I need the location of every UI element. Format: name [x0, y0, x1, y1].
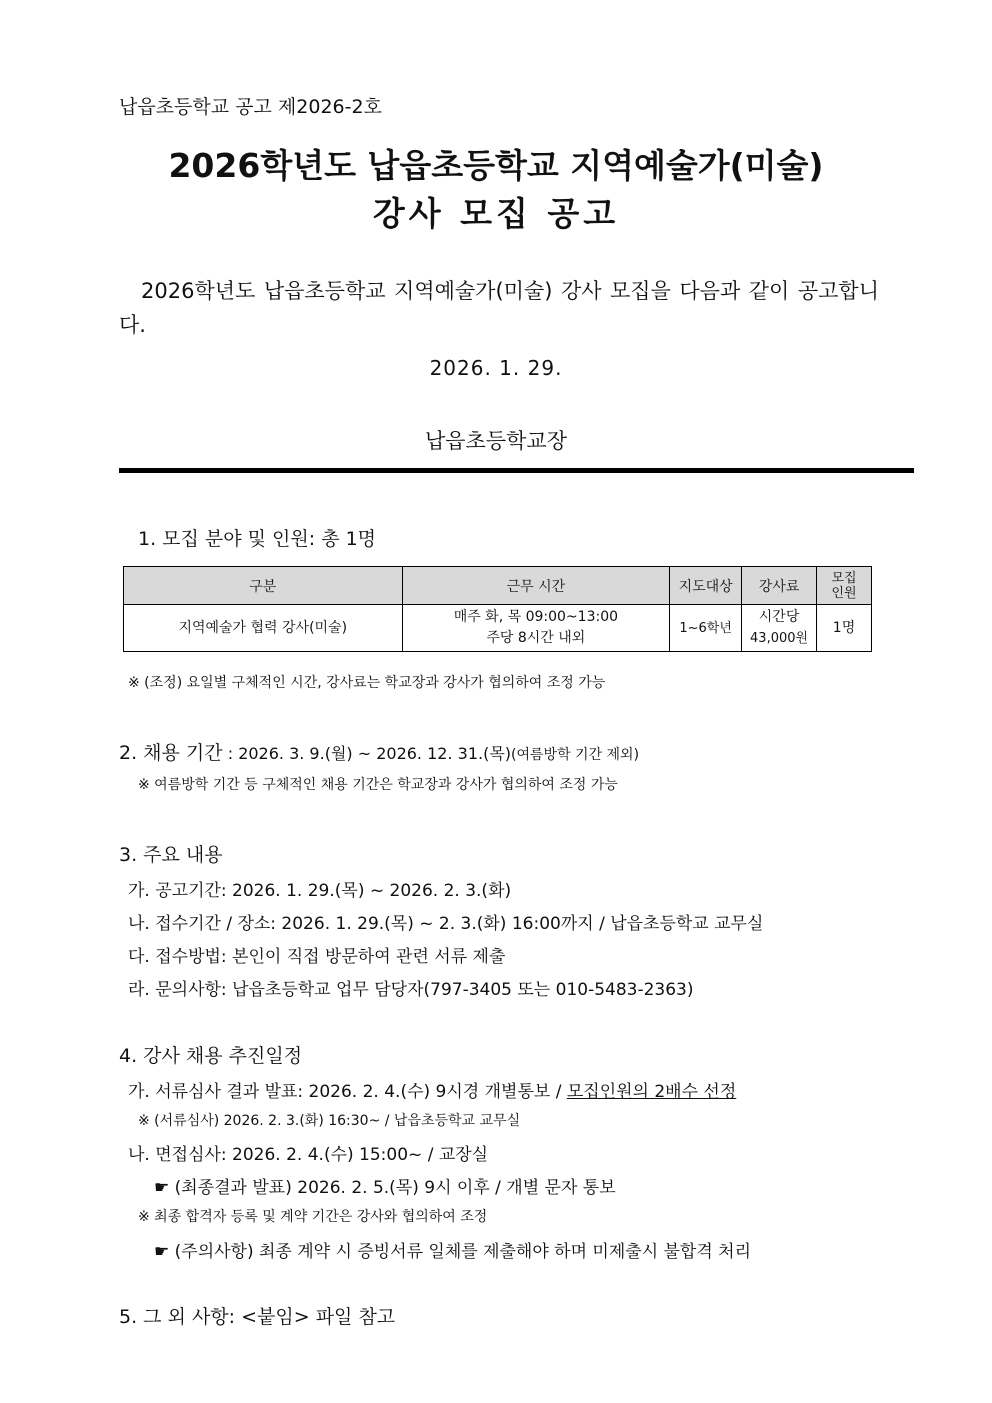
- section4-heading: 4. 강사 채용 추진일정: [119, 1045, 303, 1067]
- section3-item-a: 가. 공고기간: 2026. 1. 29.(목) ~ 2026. 2. 3.(화): [128, 881, 512, 901]
- cell-target: 1~6학년: [670, 605, 742, 652]
- col-header-category: 구분: [124, 567, 403, 605]
- page-title: 2026학년도 납읍초등학교 지역예술가(미술): [168, 146, 824, 185]
- cell-category: 지역예술가 협력 강사(미술): [124, 605, 403, 652]
- section2-note: ※ 여름방학 기간 등 구체적인 채용 기간은 학교장과 강사가 협의하여 조정 가능: [138, 777, 618, 793]
- section4-final-result: ☛ (최종결과 발표) 2026. 2. 5.(목) 9시 이후 / 개별 문자 통보: [154, 1178, 616, 1198]
- section2-period: : 2026. 3. 9.(월) ~ 2026. 12. 31.(목): [222, 744, 512, 763]
- table-header-row: [124, 567, 872, 605]
- section1-note: ※ (조정) 요일별 구체적인 시간, 강사료는 학교장과 강사가 협의하여 조정 가능: [128, 675, 606, 691]
- section3-item-b: 나. 접수기간 / 장소: 2026. 1. 29.(목) ~ 2. 3.(화) 16:00까지 / 납읍초등학교 교무실: [128, 914, 764, 934]
- cell-pay-line1: 시간당: [758, 609, 800, 625]
- col-header-count: [817, 567, 872, 605]
- section4-item-a-text: 가. 서류심사 결과 발표: 2026. 2. 4.(수) 9시경 개별통보 /: [128, 1082, 567, 1102]
- cell-hours-line2: 주당 8시간 내외: [486, 630, 586, 646]
- col-header-target: 지도대상: [670, 567, 742, 605]
- col-header-pay: 강사료: [742, 567, 817, 605]
- section4-item-a-underlined: 모집인원의 2배수 선정: [566, 1082, 737, 1102]
- principal-signature: 납읍초등학교장: [424, 429, 567, 453]
- cell-count: 1명: [817, 605, 872, 652]
- section4-item-b: 나. 면접심사: 2026. 2. 4.(수) 15:00~ / 교장실: [128, 1145, 489, 1165]
- col-header-hours: 근무 시간: [402, 567, 670, 605]
- recruit-table: [123, 566, 872, 652]
- cell-pay-line2: 43,000원: [750, 631, 809, 646]
- notice-date: 2026. 1. 29.: [429, 356, 563, 380]
- section2-line: [119, 738, 639, 765]
- cell-pay: [742, 605, 817, 652]
- col-header-count-line2: 인원: [831, 585, 857, 601]
- table-row: [124, 605, 872, 652]
- divider: [119, 468, 914, 473]
- section3-item-c: 다. 접수방법: 본인이 직접 방문하여 관련 서류 제출: [128, 947, 506, 967]
- section3-item-d: 라. 문의사항: 납읍초등학교 업무 담당자(797-3405 또는 010-5483-2363): [128, 980, 694, 1000]
- section1-heading: 1. 모집 분야 및 인원: 총 1명: [138, 528, 377, 550]
- section3-heading: 3. 주요 내용: [119, 844, 223, 866]
- page-subtitle: 강사 모집 공고: [372, 194, 620, 233]
- section4-note-b: ※ 최종 합격자 등록 및 계약 기간은 강사와 협의하여 조정: [138, 1209, 488, 1225]
- cell-hours: [402, 605, 670, 652]
- section2-period-note: (여름방학 기간 제외): [511, 747, 640, 763]
- section4-caution: ☛ (주의사항) 최종 계약 시 증빙서류 일체를 제출해야 하며 미제출시 불합격 처리: [154, 1242, 752, 1262]
- col-header-count-line1: 모집: [831, 570, 857, 586]
- cell-hours-line1: 매주 화, 목 09:00~13:00: [453, 609, 619, 625]
- section4-item-a: [128, 1077, 736, 1102]
- section4-note-a: ※ (서류심사) 2026. 2. 3.(화) 16:30~ / 납읍초등학교 교무실: [138, 1113, 521, 1129]
- section2-heading: 2. 채용 기간: [119, 742, 223, 764]
- section5-heading: 5. 그 외 사항: <붙임> 파일 참고: [119, 1306, 396, 1328]
- notice-number: 납읍초등학교 공고 제2026-2호: [119, 96, 382, 118]
- intro-text: 2026학년도 납읍초등학교 지역예술가(미술) 강사 모집을 다음과 같이 공고합니다.: [119, 279, 879, 337]
